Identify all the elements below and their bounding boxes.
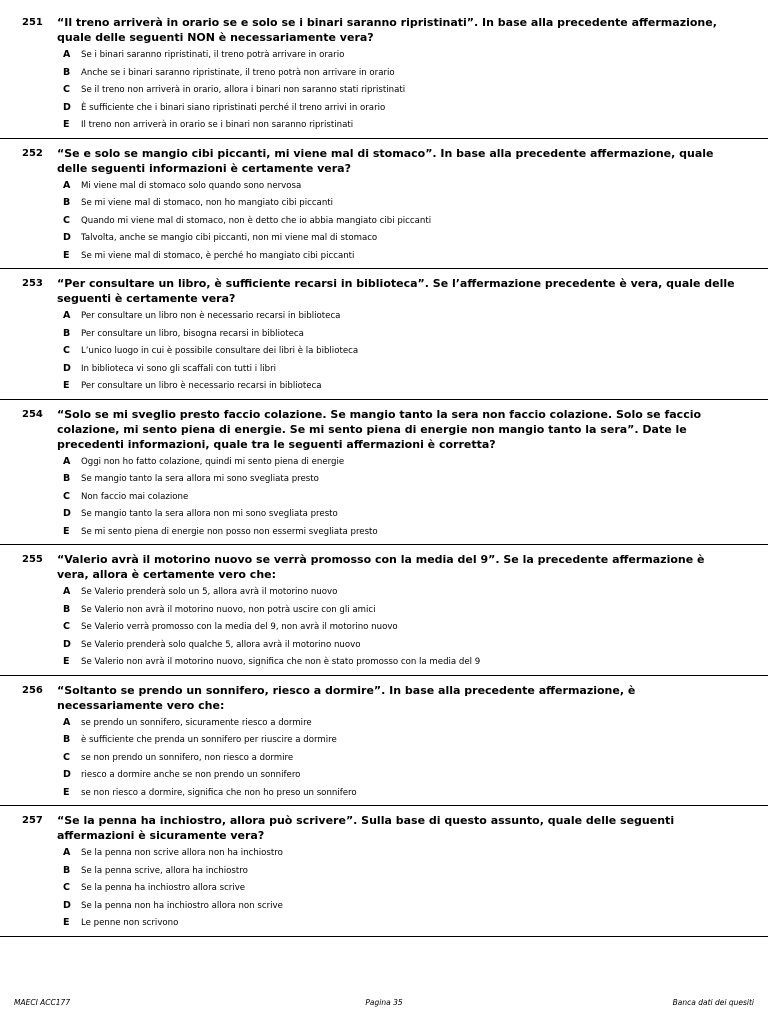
question-number: 251: [22, 17, 43, 28]
option-letter: E: [63, 786, 70, 798]
question-number: 252: [22, 147, 43, 159]
question-block: [0, 676, 768, 807]
option-text: Se Valerio prenderà solo un 5, allora avrà il motorino nuovo: [81, 587, 338, 597]
option-letter: A: [63, 586, 71, 597]
option-text: se prendo un sonnifero, sicuramente riesco a dormire: [81, 717, 312, 728]
option-letter: D: [63, 232, 71, 243]
option-text: Se mangio tanto la sera allora mi sono svegliata presto: [81, 474, 319, 484]
answer-option: [63, 327, 768, 342]
option-letter: C: [63, 214, 70, 226]
option-letter: A: [63, 847, 71, 858]
option-text: Se Valerio non avrà il motorino nuovo, significa che non è stato promosso con la media del 9: [81, 657, 481, 667]
option-text: Se Valerio non avrà il motorino nuovo, non potrà uscire con gli amici: [81, 604, 376, 615]
question-text: “Solo se mi sveglio presto faccio colazione. Se mangio tanto la sera non faccio colazione. Solo se faccio colazione, mi sento piena di energie. Se mi sento piena di energie non mangio tanto la sera”. Date le precedenti informazioni, quale tra le seguenti affermazioni è corretta?: [57, 407, 702, 451]
option-letter: D: [63, 101, 71, 113]
answer-option: [63, 655, 768, 670]
option-text: Per consultare un libro è necessario recarsi in biblioteca: [81, 381, 322, 391]
option-letter: C: [63, 490, 70, 502]
option-letter: D: [63, 508, 71, 519]
answer-option: [63, 751, 768, 766]
option-text: Anche se i binari saranno ripristinate, il treno potrà non arrivare in orario: [81, 67, 395, 78]
option-letter: B: [63, 864, 71, 876]
answer-option: [63, 214, 768, 229]
answer-option: [63, 733, 768, 748]
option-letter: E: [63, 656, 70, 667]
option-text: Le penne non scrivono: [81, 918, 179, 928]
answer-option: [63, 48, 768, 63]
answer-option: [63, 344, 768, 359]
footer-page-number: Pagina 35: [365, 998, 403, 1007]
option-letter: C: [63, 882, 70, 893]
option-letter: A: [63, 455, 71, 467]
option-text: è sufficiente che prenda un sonnifero per riuscire a dormire: [81, 735, 337, 745]
question-text: “Se e solo se mangio cibi piccanti, mi viene mal di stomaco”. In base alla precedente affermazione, quale delle seguenti informazioni è certamente vera?: [57, 146, 714, 175]
answer-option: [63, 786, 768, 801]
answer-option: [63, 507, 768, 522]
option-text: se non riesco a dormire, significa che non ho preso un sonnifero: [81, 787, 357, 798]
question-text: “Valerio avrà il motorino nuovo se verrà promosso con la media del 9”. Se la precedente affermazione è vera, allora è certamente vero che:: [57, 553, 705, 581]
answer-option: [63, 864, 768, 879]
option-text: L’unico luogo in cui è possibile consultare dei libri è la biblioteca: [81, 346, 359, 356]
option-letter: E: [63, 249, 70, 261]
option-text: Oggi non ho fatto colazione, quindi mi sento piena di energie: [81, 456, 345, 467]
answer-option: [63, 83, 768, 98]
question-list: [0, 8, 768, 937]
option-letter: B: [63, 66, 71, 78]
option-text: Se Valerio prenderà solo qualche 5, allora avrà il motorino nuovo: [81, 639, 361, 650]
option-letter: A: [63, 179, 71, 191]
option-letter: D: [63, 362, 71, 374]
option-text: Talvolta, anche se mangio cibi piccanti, non mi viene mal di stomaco: [81, 233, 378, 243]
option-letter: A: [63, 716, 71, 728]
answer-option: [63, 916, 768, 931]
answer-option: [63, 525, 768, 540]
option-text: Se la penna scrive, allora ha inchiostro: [81, 865, 248, 876]
option-text: Se la penna non scrive allora non ha inchiostro: [81, 848, 283, 858]
question-block: [0, 806, 768, 937]
question-number: 256: [22, 684, 43, 696]
answer-option: [63, 620, 768, 635]
question-number: 254: [22, 408, 43, 420]
answer-option: [63, 309, 768, 324]
answer-option: [63, 379, 768, 394]
option-text: Mi viene mal di stomaco solo quando sono nervosa: [81, 180, 302, 191]
answer-option: [63, 362, 768, 377]
answer-option: [63, 490, 768, 505]
option-text: Se mangio tanto la sera allora non mi sono svegliata presto: [81, 509, 338, 519]
question-text: “Soltanto se prendo un sonnifero, riesco a dormire”. In base alla precedente affermazione, è necessariamente vero che:: [57, 683, 636, 712]
answer-option: [63, 716, 768, 731]
answer-option: [63, 101, 768, 116]
answer-option: [63, 846, 768, 861]
question-block: [0, 8, 768, 139]
question-number: 255: [22, 554, 43, 565]
option-letter: E: [63, 525, 70, 537]
option-letter: B: [63, 473, 71, 484]
option-text: Se Valerio verrà promosso con la media del 9, non avrà il motorino nuovo: [81, 622, 398, 632]
answer-option: [63, 196, 768, 211]
option-letter: B: [63, 734, 71, 745]
option-letter: C: [63, 621, 70, 632]
option-text: Per consultare un libro non è necessario recarsi in biblioteca: [81, 311, 341, 321]
answer-option: [63, 231, 768, 246]
question-block: [0, 269, 768, 400]
question-block: [0, 400, 768, 546]
option-letter: A: [63, 310, 71, 321]
option-text: In biblioteca vi sono gli scaffali con tutti i libri: [81, 363, 277, 374]
option-letter: A: [63, 49, 71, 60]
option-text: Se i binari saranno ripristinati, il treno potrà arrivare in orario: [81, 50, 345, 60]
option-letter: B: [63, 197, 71, 208]
option-text: riesco a dormire anche se non prendo un sonnifero: [81, 770, 301, 780]
option-letter: D: [63, 899, 71, 911]
question-block: [0, 139, 768, 270]
answer-option: [63, 768, 768, 783]
answer-option: [63, 455, 768, 470]
question-text: “Per consultare un libro, è sufficiente recarsi in biblioteca”. Se l’affermazione precedente è vera, quale delle seguenti è certamente vera?: [57, 277, 735, 305]
question-block: [0, 545, 768, 676]
option-text: È sufficiente che i binari siano ripristinati perché il treno arrivi in orario: [81, 102, 386, 113]
option-text: Il treno non arriverà in orario se i binari non saranno ripristinati: [81, 120, 354, 130]
answer-option: [63, 899, 768, 914]
option-text: Se il treno non arriverà in orario, allora i binari non saranno stati ripristinati: [81, 85, 406, 95]
answer-option: [63, 881, 768, 896]
option-text: Quando mi viene mal di stomaco, non è detto che io abbia mangiato cibi piccanti: [81, 215, 432, 226]
option-letter: C: [63, 751, 70, 763]
answer-option: [63, 66, 768, 81]
question-number: 257: [22, 815, 43, 826]
option-text: Non faccio mai colazione: [81, 491, 189, 502]
option-letter: C: [63, 84, 70, 95]
option-letter: E: [63, 917, 70, 928]
option-text: Se mi viene mal di stomaco, non ho mangiato cibi piccanti: [81, 198, 334, 208]
option-letter: E: [63, 380, 70, 391]
answer-option: [63, 249, 768, 264]
answer-option: [63, 179, 768, 194]
option-text: Se mi viene mal di stomaco, è perché ho mangiato cibi piccanti: [81, 250, 355, 261]
answer-option: [63, 118, 768, 133]
answer-option: [63, 603, 768, 618]
option-text: se non prendo un sonnifero, non riesco a dormire: [81, 752, 294, 763]
option-letter: D: [63, 769, 71, 780]
footer-document-title: Banca dati dei quesiti: [672, 998, 754, 1007]
option-text: Se la penna non ha inchiostro allora non scrive: [81, 900, 283, 911]
option-text: Se mi sento piena di energie non posso non essermi svegliata presto: [81, 526, 378, 537]
option-letter: E: [63, 119, 70, 130]
footer-document-code: MAECI ACC177: [14, 998, 71, 1007]
option-letter: C: [63, 345, 70, 356]
option-letter: D: [63, 638, 71, 650]
option-letter: B: [63, 603, 71, 615]
option-text: Se la penna ha inchiostro allora scrive: [81, 883, 246, 893]
answer-option: [63, 638, 768, 653]
question-text: “Se la penna ha inchiostro, allora può scrivere”. Sulla base di questo assunto, quale delle seguenti affermazioni è sicuramente vera?: [57, 814, 675, 842]
option-text: Per consultare un libro, bisogna recarsi in biblioteca: [81, 328, 304, 339]
answer-option: [63, 585, 768, 600]
question-number: 253: [22, 278, 43, 289]
question-text: “Il treno arriverà in orario se e solo se i binari saranno ripristinati”. In base alla precedente affermazione, quale delle seguenti NON è necessariamente vera?: [57, 16, 717, 44]
answer-option: [63, 472, 768, 487]
option-letter: B: [63, 327, 71, 339]
